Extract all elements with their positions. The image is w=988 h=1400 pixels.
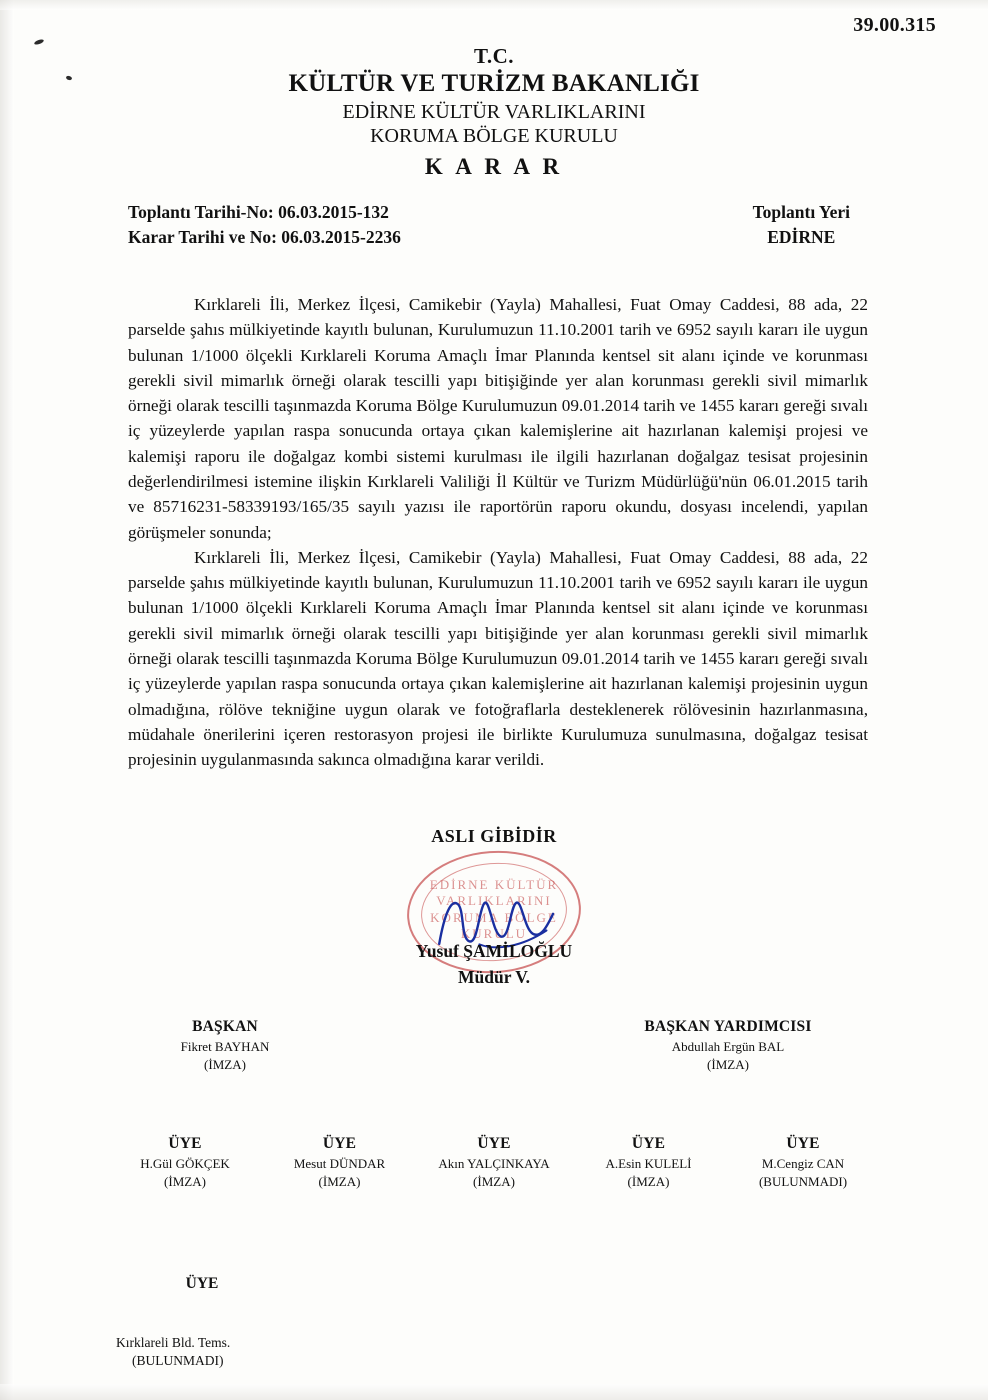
signatory-member (419, 1135, 569, 1190)
signatory-name: Abdullah Ergün BAL (671, 1039, 785, 1054)
signatory-name: H.Gül GÖKÇEK (140, 1156, 230, 1171)
signatory-name: A.Esin KULELİ (605, 1156, 692, 1171)
scan-edge-top (0, 0, 988, 10)
signatory-last-member (110, 1275, 310, 1369)
signatory-state: (İMZA) (318, 1174, 361, 1189)
certification-title: ASLI GİBİDİR (431, 826, 557, 846)
signatory-member (265, 1135, 415, 1190)
header-region-line1: EDİRNE KÜLTÜR VARLIKLARINI (342, 101, 646, 123)
signatory-role: BAŞKAN (192, 1018, 258, 1035)
signatory-state: (İMZA) (164, 1174, 206, 1189)
document-number: 39.00.315 (853, 14, 936, 36)
signatories-members-row (0, 1135, 988, 1190)
document-header (0, 44, 988, 180)
header-tc: T.C. (473, 44, 515, 68)
signatory-state: (İMZA) (707, 1057, 749, 1072)
meeting-meta-right (753, 200, 868, 251)
signatory-name: Akın YALÇINKAYA (438, 1156, 550, 1171)
signatory-state: (İMZA) (204, 1057, 246, 1072)
header-ministry: KÜLTÜR VE TURİZM BAKANLIĞI (288, 70, 700, 97)
signatory-role: ÜYE (168, 1135, 202, 1152)
decision-paragraph-2: Kırklareli İli, Merkez İlçesi, Camikebir (Yayla) Mahallesi, Fuat Omay Caddesi, 88 ada, 22 parselde şahıs mülkiyetinde kayıtlı bulunan, Kurulumuzun 11.10.2001 tarih ve 6952 sayılı kararı ile uygun bulunan 1/1000 ölçekli Kırklareli Koruma Amaçlı İmar Planında kentsel sit alanı içinde ve korunması gerekli sivil mimarlık örneği olarak tescilli yapı bitişiğinde yer alan korunması gerekli sivil mimarlık örneği olarak tescilli taşınmazda Koruma Bölge Kurulumuzun 09.01.2014 tarih ve 1455 kararı gereği sıvalı iç yüzeylerde yapılan raspa sonucunda ortaya çıkan kalemişlerine ait hazırlanan kalemişi projesinin uygun olmadığına, rölöve tekniğine uygun olarak ve fotoğraflarla desteklenerek rölövesinin hazırlanmasına, müdahale önerilerini içeren restorasyon projesi ile birlikte Kurulumuza sunulmasına, doğalgaz tesisat projesinin uygulanmasında sakınca olmadığına karar verildi. (128, 547, 868, 770)
meeting-place-value: EDİRNE (767, 227, 836, 248)
decision-body (128, 292, 868, 772)
signatory-state: (BULUNMADI) (132, 1353, 224, 1368)
signatory-name: M.Cengiz CAN (761, 1156, 845, 1171)
signatories-top-row (0, 1018, 988, 1073)
signatory-state: (BULUNMADI) (758, 1174, 848, 1189)
signatory-role: ÜYE (322, 1135, 357, 1152)
certification-block (0, 826, 988, 987)
signatory-name: Fikret BAYHAN (180, 1039, 270, 1054)
certifier-title: Müdür V. (458, 967, 530, 987)
signatory-role: ÜYE (477, 1135, 511, 1152)
signatory-member (574, 1135, 724, 1190)
scan-edge-bottom (0, 1384, 988, 1400)
signatory-chairman (110, 1018, 340, 1073)
stamp-text: EDİRNE KÜLTÜR VARLIKLARINI KORUMA BÖLGE KURULU (429, 877, 559, 941)
scan-edge-left (0, 0, 14, 1400)
meeting-meta (128, 200, 868, 251)
header-region-line2: KORUMA BÖLGE KURULU (370, 125, 618, 147)
signatory-role: BAŞKAN YARDIMCISI (644, 1018, 812, 1035)
signatory-member (728, 1135, 878, 1190)
meeting-date-no: Toplantı Tarihi-No: 06.03.2015-132 (128, 202, 389, 222)
decision-paragraph-1: Kırklareli İli, Merkez İlçesi, Camikebir (Yayla) Mahallesi, Fuat Omay Caddesi, 88 ada, 22 parselde şahıs mülkiyetinde kayıtlı bulunan, Kurulumuzun 11.10.2001 tarih ve 6952 sayılı kararı ile uygun bulunan 1/1000 ölçekli Kırklareli Koruma Amaçlı İmar Planında kentsel sit alanı içinde ve korunması gerekli sivil mimarlık örneği olarak tescilli yapı bitişiğinde yer alan korunması gerekli sivil mimarlık örneği olarak tescilli taşınmazda Koruma Bölge Kurulumuzun 09.01.2014 tarih ve 1455 kararı gereği sıvalı iç yüzeylerde yapılan raspa sonucunda ortaya çıkan kalemişlerine ait hazırlanan kalemişi projesi ve kalemişi raporu ile doğalgaz kombi sistemi kurulması ile ilgili hazırlanan doğalgaz tesisat projesinin değerlendirilmesi istemine ilişkin Kırklareli Valiliği İl Kültür ve Turizm Müdürlüğü'nün 06.01.2015 tarih ve 85716231-58339193/165/35 sayılı yazısı ile raportörün raporu okundu, dosyası incelendi, yapılan görüşmeler sonunda; (128, 295, 868, 542)
meeting-meta-left (128, 200, 401, 251)
signatory-member (110, 1135, 260, 1190)
signatory-role: ÜYE (786, 1135, 820, 1152)
signatory-name: Mesut DÜNDAR (293, 1156, 386, 1171)
meeting-place-label: Toplantı Yeri (752, 202, 850, 222)
decision-date-no: Karar Tarihi ve No: 06.03.2015-2236 (128, 227, 401, 248)
signatory-state: (İMZA) (627, 1174, 670, 1189)
signatory-vice-chairman (578, 1018, 878, 1073)
signatory-role: ÜYE (631, 1135, 666, 1152)
signatory-name: Kırklareli Bld. Tems. (116, 1335, 231, 1350)
signatory-state: (İMZA) (473, 1174, 515, 1189)
header-decision-word: K A R A R (424, 154, 564, 179)
signatory-role: ÜYE (185, 1275, 219, 1292)
certifier-name: Yusuf ŞAMİLOĞLU (415, 941, 573, 961)
stamp-area (394, 837, 594, 987)
